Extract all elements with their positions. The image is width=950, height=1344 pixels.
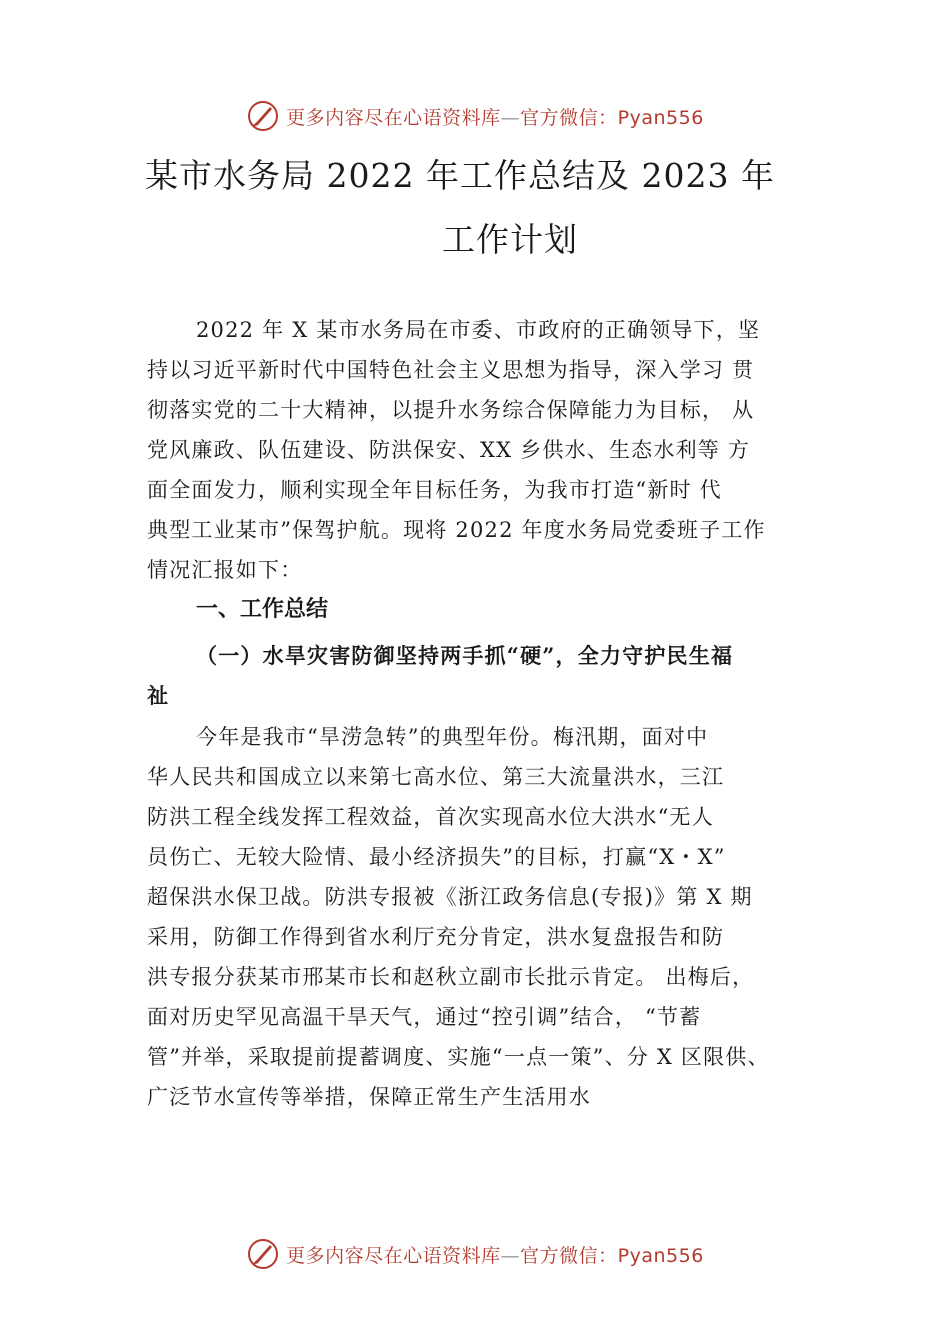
- body-line: 员伤亡、无较大险情、最小经济损失”的目标，打赢“X・X”: [147, 845, 726, 869]
- intro-line: 典型工业某市”保驾护航。现将 2022 年度水务局党委班子工作: [147, 518, 766, 542]
- subsection-heading-cont: 祉: [147, 683, 170, 708]
- watermark-text: 更多内容尽在心语资料库—官方微信：Pyan556: [286, 1244, 704, 1267]
- body-line: 华人民共和国成立以来第七高水位、第三大流量洪水，三江: [147, 765, 725, 789]
- quill-logo-icon: [246, 99, 280, 133]
- watermark-text: 更多内容尽在心语资料库—官方微信：Pyan556: [286, 106, 704, 129]
- intro-line: 情况汇报如下：: [147, 558, 303, 582]
- page-title-line2: 工作计划: [442, 220, 578, 259]
- body-line: 面对历史罕见高温干旱天气，通过“控引调”结合， “节蓄: [147, 1005, 702, 1029]
- intro-line: 彻落实党的二十大精神，以提升水务综合保障能力为目标， 从: [147, 398, 755, 422]
- intro-line: 党风廉政、队伍建设、防洪保安、XX 乡供水、生态水利等 方: [147, 438, 751, 462]
- body-line: 今年是我市“旱涝急转”的典型年份。梅汛期，面对中: [196, 725, 709, 749]
- subsection-heading: （一）水旱灾害防御坚持两手抓“硬”，全力守护民生福: [196, 643, 734, 668]
- page-title: 某市水务局 2022 年工作总结及 2023 年: [145, 156, 775, 195]
- body-line: 洪专报分获某市邢某市长和赵秋立副市长批示肯定。 出梅后，: [147, 965, 755, 989]
- quill-logo-icon: [246, 1237, 280, 1271]
- intro-line: 面全面发力，顺利实现全年目标任务，为我市打造“新时 代: [147, 478, 722, 502]
- section-heading: 一、工作总结: [196, 597, 329, 622]
- body-line: 管”并举，采取提前提蓄调度、实施“一点一策”、分 X 区限供、: [147, 1045, 770, 1069]
- body-line: 超保洪水保卫战。防洪专报被《浙江政务信息(专报)》第 X 期: [147, 885, 753, 909]
- watermark-banner-top: [0, 96, 950, 136]
- intro-line: 2022 年 X 某市水务局在市委、市政府的正确领导下，坚: [196, 318, 761, 342]
- body-line: 采用，防御工作得到省水利厅充分肯定，洪水复盘报告和防: [147, 925, 725, 949]
- body-line: 广泛节水宣传等举措，保障正常生产生活用水: [147, 1085, 591, 1109]
- body-line: 防洪工程全线发挥工程效益，首次实现高水位大洪水“无人: [147, 805, 714, 829]
- watermark-banner-bottom: [0, 1234, 950, 1274]
- intro-line: 持以习近平新时代中国特色社会主义思想为指导，深入学习 贯: [147, 358, 755, 382]
